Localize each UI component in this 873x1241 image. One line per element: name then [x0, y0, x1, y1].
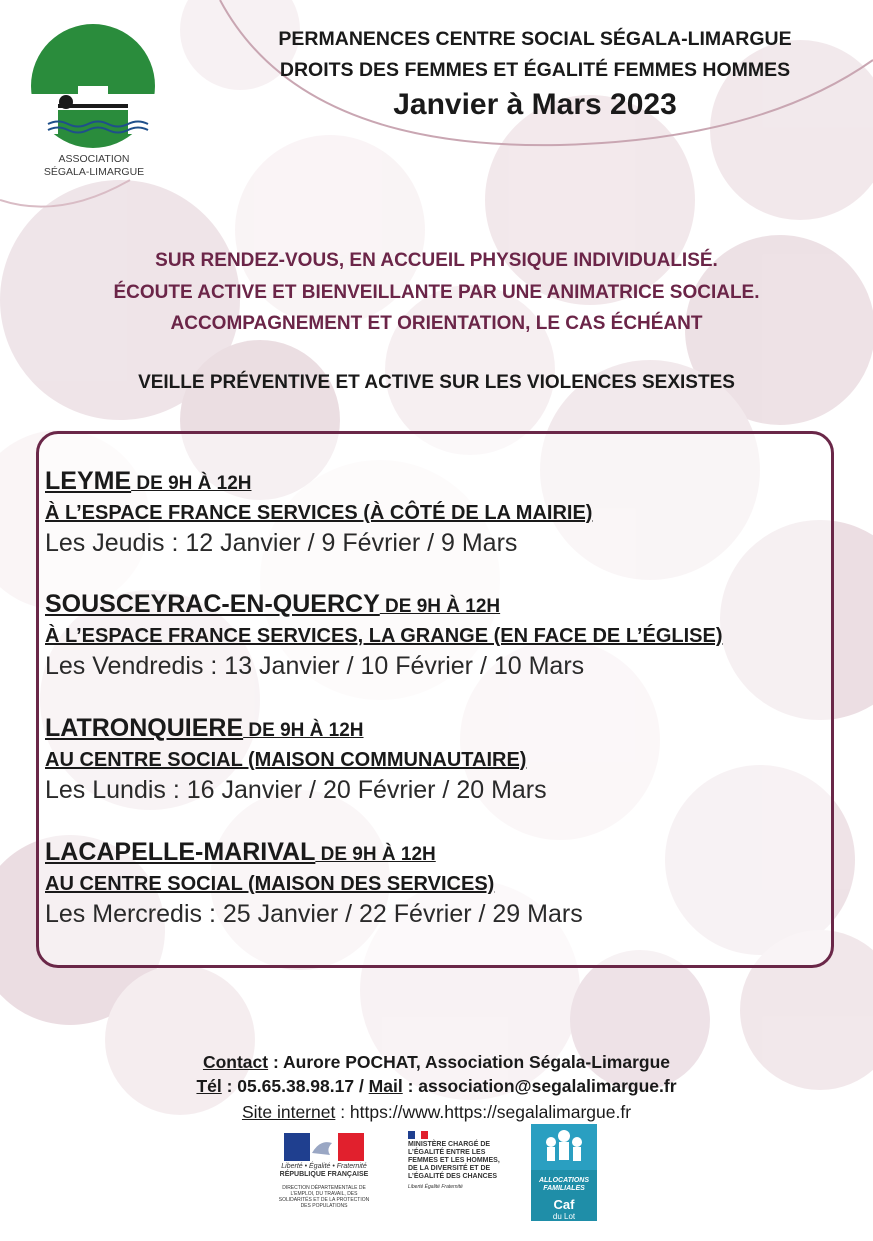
- website-line: [0, 1102, 873, 1123]
- tel-mail-line: [0, 1076, 873, 1097]
- schedule-entry: [45, 838, 835, 929]
- entry-dates: Les Lundis : 16 Janvier / 20 Février / 20 Mars: [45, 776, 547, 804]
- entry-place: AU CENTRE SOCIAL (MAISON DES SERVICES): [45, 873, 495, 895]
- caf-logo: [531, 1124, 597, 1221]
- entry-town: LACAPELLE-MARIVAL: [45, 838, 316, 866]
- entry-dates: Les Jeudis : 12 Janvier / 9 Février / 9 Mars: [45, 529, 518, 557]
- rf-name: RÉPUBLIQUE FRANÇAISE: [279, 1171, 369, 1178]
- logo-line-2: SÉGALA-LIMARGUE: [43, 166, 145, 178]
- page-title: Janvier à Mars 2023: [393, 88, 677, 121]
- caf-people-icon: [531, 1124, 597, 1170]
- caf-line-2: Caf: [553, 1197, 575, 1212]
- entry-town: LEYME: [45, 467, 132, 495]
- intro-line-2: ÉCOUTE ACTIVE ET BIENVEILLANTE PAR UNE ANIMATRICE SOCIALE.: [113, 282, 760, 303]
- entry-dates: Les Vendredis : 13 Janvier / 10 Février / 10 Mars: [45, 652, 585, 680]
- entry-dates: Les Mercredis : 25 Janvier / 22 Février / 29 Mars: [45, 900, 583, 928]
- entry-hours: DE 9H À 12H: [131, 473, 252, 494]
- site-value[interactable]: : https://www.https://segalalimargue.fr: [335, 1102, 632, 1122]
- site-label: Site internet: [241, 1102, 336, 1122]
- entry-town: LATRONQUIERE: [45, 714, 244, 742]
- header-line-2: DROITS DES FEMMES ET ÉGALITÉ FEMMES HOMMES: [279, 59, 791, 81]
- ministere-flag-icon: [408, 1131, 428, 1139]
- contact-line: [0, 1052, 873, 1073]
- french-flag-icon: [284, 1133, 364, 1161]
- schedule-entry: [45, 590, 835, 681]
- header-line-1: PERMANENCES CENTRE SOCIAL SÉGALA-LIMARGUE: [278, 28, 792, 50]
- schedule-entry: [45, 467, 835, 558]
- entry-place: AU CENTRE SOCIAL (MAISON COMMUNAUTAIRE): [45, 749, 527, 771]
- entry-hours: DE 9H À 12H: [243, 720, 364, 741]
- mail-value[interactable]: : association@segalalimargue.fr: [402, 1076, 677, 1096]
- entry-place: À L’ESPACE FRANCE SERVICES, LA GRANGE (EN FACE DE L’ÉGLISE): [45, 625, 723, 647]
- contact-value: : Aurore POCHAT, Association Ségala-Limargue: [268, 1052, 671, 1072]
- intro-line-3: ACCOMPAGNEMENT ET ORIENTATION, LE CAS ÉCHÉANT: [170, 313, 703, 334]
- caf-line-3: du Lot: [552, 1212, 576, 1221]
- entry-place: À L’ESPACE FRANCE SERVICES (À CÔTÉ DE LA MAIRIE): [45, 502, 593, 524]
- tel-value: : 05.65.38.98.17 /: [221, 1076, 369, 1096]
- tel-label: Tél: [196, 1076, 222, 1096]
- ministere-motto: Liberté Égalité Fraternité: [408, 1184, 463, 1190]
- contact-label: Contact: [202, 1052, 269, 1072]
- schedule-entry: [45, 714, 835, 805]
- ministere-logo: [408, 1125, 500, 1190]
- logo-line-1: ASSOCIATION: [58, 153, 130, 165]
- entry-town: SOUSCEYRAC-EN-QUERCY: [45, 590, 380, 618]
- entry-hours: DE 9H À 12H: [379, 596, 501, 617]
- mail-label: Mail: [368, 1076, 403, 1096]
- rf-sub: DIRECTION DÉPARTEMENTALE DE L’EMPLOI, DU TRAVAIL, DES SOLIDARITÉS ET DE LA PROTECTION DES POPULATIONS: [278, 1185, 370, 1209]
- intro-line-1: SUR RENDEZ-VOUS, EN ACCUEIL PHYSIQUE INDIVIDUALISÉ.: [155, 250, 718, 271]
- republique-francaise-logo: [278, 1125, 370, 1209]
- logo-caption: [20, 153, 168, 179]
- entry-hours: DE 9H À 12H: [315, 844, 436, 865]
- caf-line-1: ALLOCATIONS FAMILIALES: [538, 1177, 590, 1192]
- veille-heading: VEILLE PRÉVENTIVE ET ACTIVE SUR LES VIOLENCES SEXISTES: [138, 372, 735, 393]
- rf-motto: Liberté • Égalité • Fraternité: [281, 1163, 367, 1170]
- ministere-text: MINISTÈRE CHARGÉ DE L’ÉGALITÉ ENTRE LES FEMMES ET LES HOMMES, DE LA DIVERSITÉ ET DE L’ÉGALITÉ DES CHANCES: [408, 1141, 500, 1180]
